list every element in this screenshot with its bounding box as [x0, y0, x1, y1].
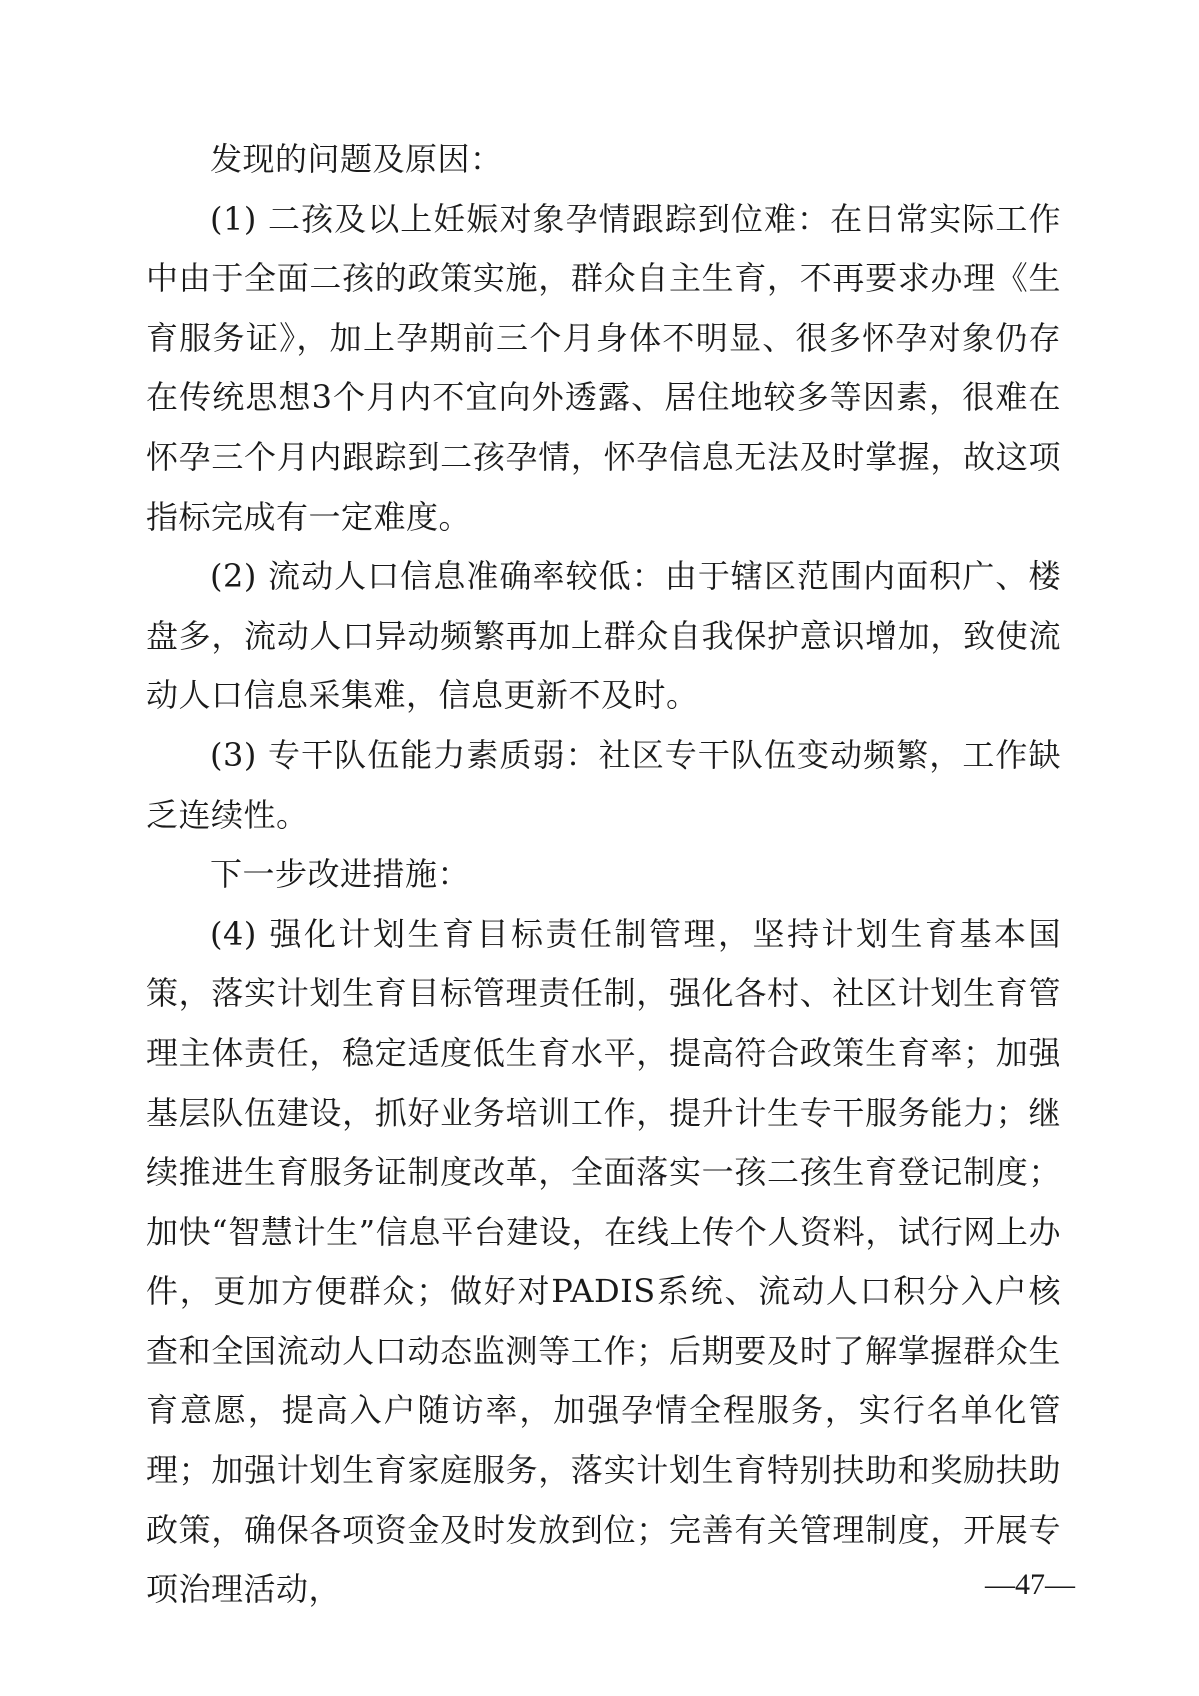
- paragraph-item-2: (2) 流动人口信息准确率较低：由于辖区范围内面积广、楼盘多，流动人口异动频繁再加上群众自我保护意识增加，致使流动人口信息采集难，信息更新不及时。: [146, 557, 1061, 715]
- paragraph-item-4: (4) 强化计划生育目标责任制管理，坚持计划生育基本国策，落实计划生育目标管理责任制，强化各村、社区计划生育管理主体责任，稳定适度低生育水平，提高符合政策生育率；加强基层队伍建设，抓好业务培训工作，提升计生专干服务能力；继续推进生育服务证制度改革，全面落实一孩二孩生育登记制度；加快“智慧计生”信息平台建设，在线上传个人资料，试行网上办件，更加方便群众；做好对PADIS系统、流动人口积分入户核查和全国流动人口动态监测等工作；后期要及时了解掌握群众生育意愿，提高入户随访率，加强孕情全程服务，实行名单化管理；加强计划生育家庭服务，落实计划生育特别扶助和奖励扶助政策，确保各项资金及时发放到位；完善有关管理制度，开展专项治理活动，: [146, 914, 1061, 1609]
- paragraph-item-3: (3) 专干队伍能力素质弱：社区专干队伍变动频繁，工作缺乏连续性。: [146, 735, 1061, 834]
- page-number: —47—: [985, 1568, 1075, 1601]
- body-text: [146, 130, 1061, 1620]
- paragraph-item-1: (1) 二孩及以上妊娠对象孕情跟踪到位难：在日常实际工作中由于全面二孩的政策实施，群众自主生育，不再要求办理《生育服务证》，加上孕期前三个月身体不明显、很多怀孕对象仍存在传统思想3个月内不宜向外透露、居住地较多等因素，很难在怀孕三个月内跟踪到二孩孕情，怀孕信息无法及时掌握，故这项指标完成有一定难度。: [146, 199, 1061, 536]
- paragraph-problems-heading: 发现的问题及原因：: [210, 140, 503, 178]
- paragraph-measures-heading: 下一步改进措施：: [210, 855, 471, 894]
